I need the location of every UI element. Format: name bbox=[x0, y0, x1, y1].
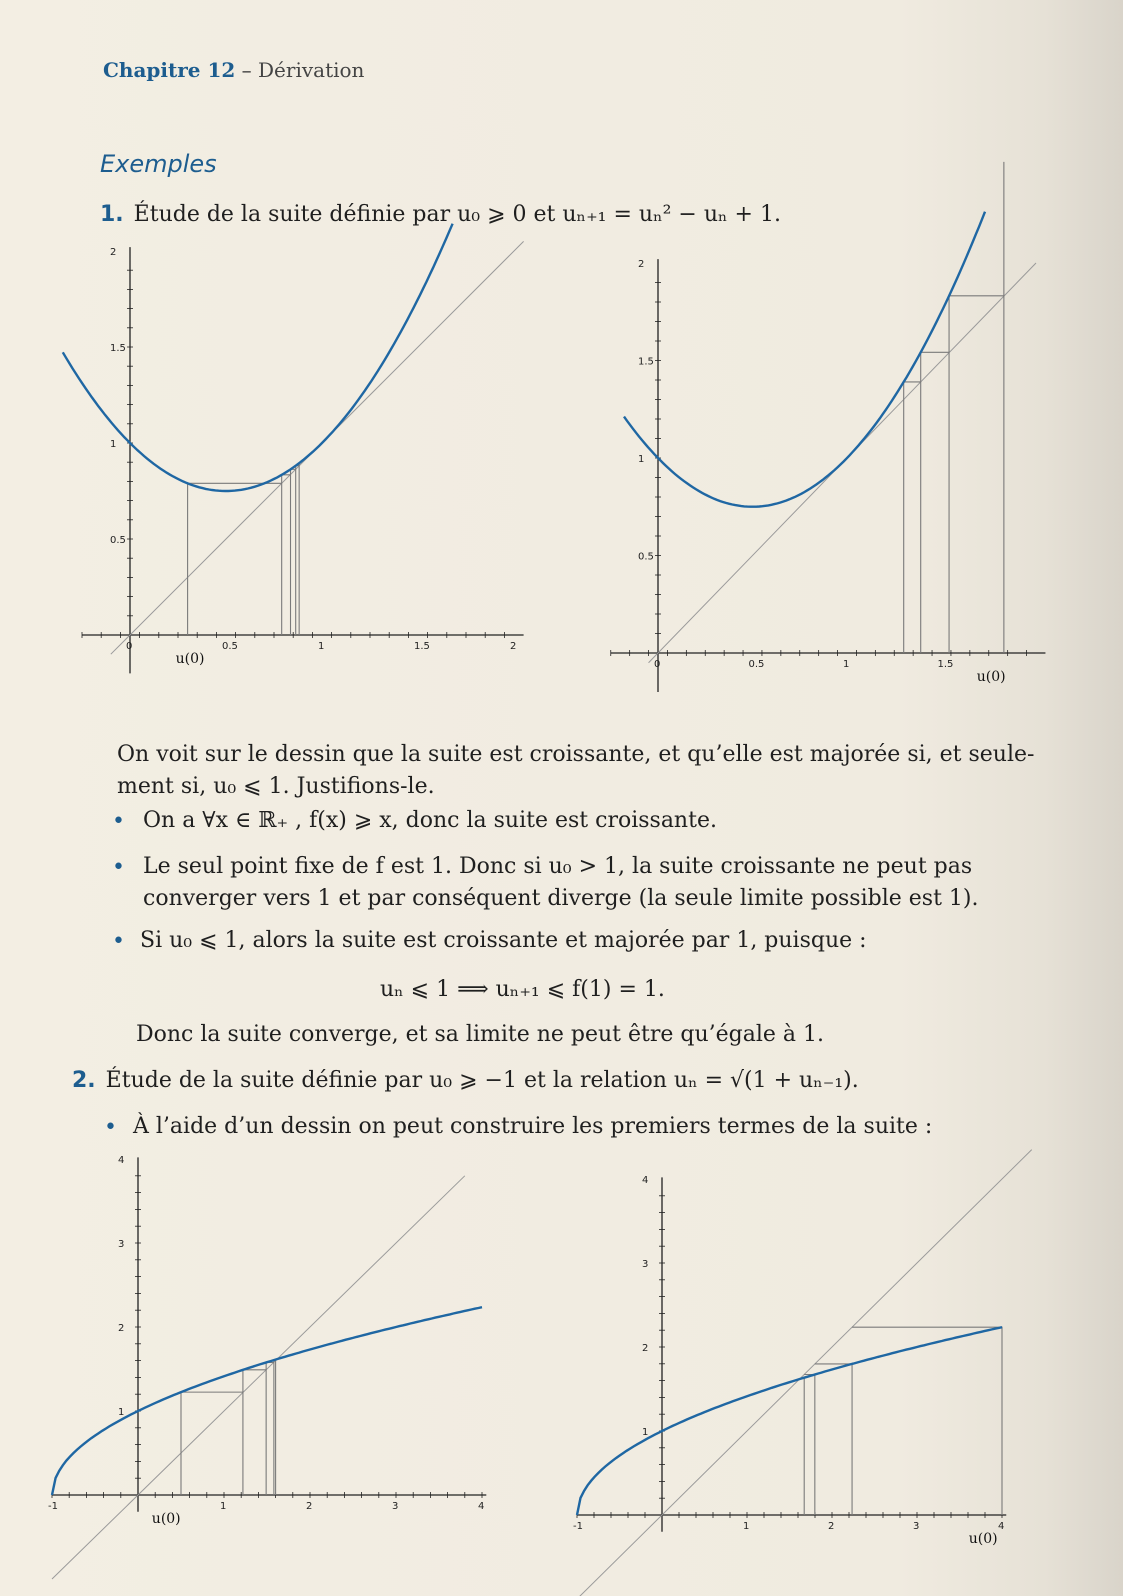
function-curve bbox=[624, 212, 985, 507]
x-tick-label: 2 bbox=[510, 641, 517, 652]
cobweb-plot-2 bbox=[620, 255, 1050, 695]
cobweb-plot-1 bbox=[88, 240, 528, 680]
x-tick-label: 3 bbox=[392, 1501, 399, 1512]
y-tick-label: 1 bbox=[642, 1427, 649, 1438]
x-axis-label: u(0) bbox=[976, 669, 1006, 685]
example-2-number: 2. bbox=[72, 1068, 96, 1093]
ex1-bullet-3-line3: Donc la suite converge, et sa limite ne peut être qu’égale à 1. bbox=[136, 1022, 825, 1047]
x-axis-label: u(0) bbox=[175, 651, 205, 667]
ex1-bullet-3-formula: uₙ ⩽ 1 ⟹ uₙ₊₁ ⩽ f(1) = 1. bbox=[380, 977, 665, 1002]
ex1-bullet-2-line2: converger vers 1 et par conséquent diverge (la seule limite possible est 1). bbox=[143, 886, 979, 911]
function-curve bbox=[63, 224, 453, 491]
examples-title: Exemples bbox=[100, 150, 217, 178]
y-tick-label: 0.5 bbox=[638, 551, 654, 563]
diagonal-line bbox=[577, 1150, 1032, 1596]
bullet-icon: • bbox=[104, 1115, 117, 1140]
x-tick-label: -1 bbox=[48, 1501, 58, 1512]
cobweb-path bbox=[804, 1327, 1002, 1515]
function-curve bbox=[577, 1327, 1002, 1515]
y-tick-label: 2 bbox=[642, 1343, 649, 1354]
x-tick-label: 1 bbox=[743, 1521, 750, 1532]
x-tick-label: 0 bbox=[654, 659, 661, 670]
example-1-number: 1. bbox=[100, 202, 124, 227]
y-tick-label: 1 bbox=[110, 439, 117, 450]
header-dash: – bbox=[241, 58, 252, 82]
figure-1-right bbox=[620, 255, 1050, 699]
example-2-intro bbox=[72, 1066, 859, 1096]
x-tick-label: 2 bbox=[828, 1521, 835, 1532]
x-tick-label: 4 bbox=[998, 1521, 1005, 1532]
x-tick-label: 0 bbox=[126, 641, 133, 652]
y-tick-label: 0.5 bbox=[110, 535, 126, 546]
x-tick-label: -1 bbox=[573, 1521, 583, 1532]
figure-1-left bbox=[88, 240, 528, 684]
y-tick-label: 1.5 bbox=[638, 356, 654, 368]
diagonal-line bbox=[52, 1176, 465, 1579]
cobweb-plot-4 bbox=[575, 1175, 1025, 1590]
y-tick-label: 1.5 bbox=[110, 343, 126, 354]
x-tick-label: 4 bbox=[478, 1501, 485, 1512]
x-tick-label: 0.5 bbox=[748, 659, 765, 670]
y-tick-label: 1 bbox=[638, 454, 645, 465]
ex2-bullet-1: À l’aide d’un dessin on peut construire les premiers termes de la suite : bbox=[133, 1114, 933, 1139]
bullet-icon: • bbox=[112, 929, 125, 954]
y-tick-label: 2 bbox=[118, 1323, 125, 1334]
x-tick-label: 1.5 bbox=[937, 659, 954, 670]
figure-2-right bbox=[575, 1175, 1025, 1594]
cobweb-plot-3 bbox=[48, 1150, 498, 1590]
y-tick-label: 4 bbox=[642, 1175, 649, 1186]
chapter-number: Chapitre 12 bbox=[103, 58, 236, 82]
ex1-bullet-3-line1: Si u₀ ⩽ 1, alors la suite est croissante et majorée par 1, puisque : bbox=[140, 928, 867, 953]
y-tick-label: 1 bbox=[118, 1407, 125, 1418]
ex1-bullet-2-line1: Le seul point fixe de f est 1. Donc si u₀ > 1, la suite croissante ne peut pas bbox=[143, 854, 973, 879]
ex1-paragraph-line2: ment si, u₀ ⩽ 1. Justifions-le. bbox=[117, 774, 435, 799]
x-tick-label: 1 bbox=[843, 659, 850, 670]
bullet-icon: • bbox=[112, 855, 125, 880]
bullet-icon: • bbox=[112, 809, 125, 834]
function-curve bbox=[52, 1307, 482, 1495]
y-tick-label: 2 bbox=[110, 247, 117, 258]
cobweb-path bbox=[904, 162, 1004, 653]
figure-2-left bbox=[48, 1150, 498, 1594]
x-tick-label: 3 bbox=[913, 1521, 920, 1532]
cobweb-path bbox=[181, 1360, 276, 1495]
x-axis-label: u(0) bbox=[968, 1531, 998, 1547]
example-2-intro-text: Étude de la suite définie par u₀ ⩾ −1 et la relation uₙ = √(1 + uₙ₋₁). bbox=[105, 1068, 859, 1093]
y-tick-label: 3 bbox=[642, 1259, 649, 1270]
x-tick-label: 1 bbox=[220, 1501, 227, 1512]
x-tick-label: 1 bbox=[318, 641, 325, 652]
ex1-bullet-1: On a ∀x ∈ ℝ₊ , f(x) ⩾ x, donc la suite est croissante. bbox=[143, 808, 717, 833]
example-1-intro-text: Étude de la suite définie par u₀ ⩾ 0 et uₙ₊₁ = uₙ² − uₙ + 1. bbox=[133, 202, 781, 227]
x-tick-label: 2 bbox=[306, 1501, 313, 1512]
y-tick-label: 2 bbox=[638, 259, 645, 270]
y-tick-label: 4 bbox=[118, 1155, 125, 1166]
x-tick-label: 1.5 bbox=[414, 641, 430, 652]
ex1-paragraph-line1: On voit sur le dessin que la suite est croissante, et qu’elle est majorée si, et seule- bbox=[117, 742, 1035, 767]
example-1-intro bbox=[100, 200, 781, 230]
y-tick-label: 3 bbox=[118, 1239, 125, 1250]
x-tick-label: 0.5 bbox=[222, 641, 238, 652]
chapter-header bbox=[103, 58, 364, 82]
chapter-section: Dérivation bbox=[258, 58, 365, 82]
x-axis-label: u(0) bbox=[151, 1511, 181, 1527]
